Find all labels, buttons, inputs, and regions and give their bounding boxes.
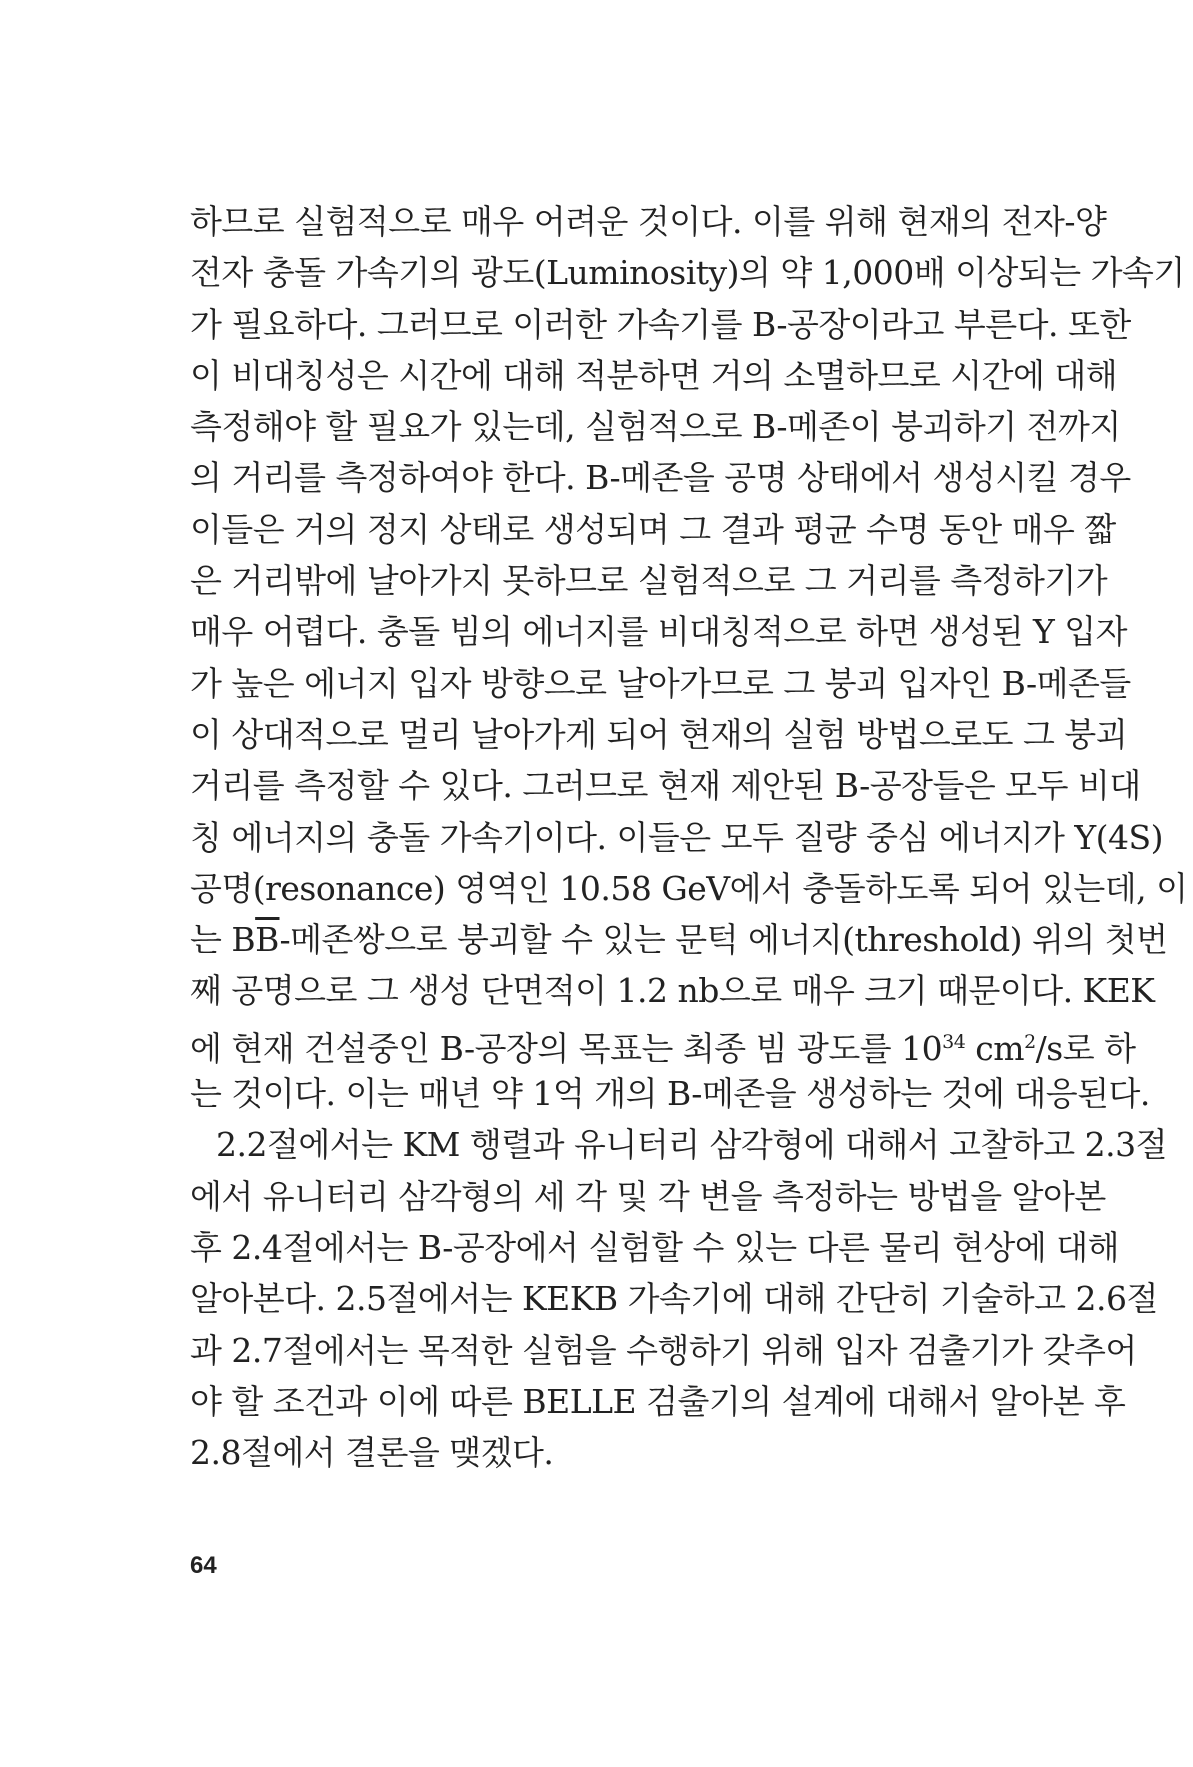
text-fragment: -메존쌍으로 붕괴할 수 있는 문턱 에너지(threshold) 위의 첫번 (279, 920, 1168, 960)
text-line: 이들은 거의 정지 상태로 생성되며 그 결과 평균 수명 동안 매우 짧 (190, 509, 1116, 549)
text-line: 야 할 조건과 이에 따른 BELLE 검출기의 설계에 대해서 알아본 후 (190, 1381, 1126, 1421)
text-line: 측정해야 할 필요가 있는데, 실험적으로 B-메존이 붕괴하기 전까지 (190, 407, 1121, 447)
text-fragment: /s로 하 (1035, 1028, 1136, 1068)
text-line: 은 거리밖에 날아가지 못하므로 실험적으로 그 거리를 측정하기가 (190, 561, 1108, 601)
b-bar-symbol: $\overline{B}$ (255, 920, 280, 960)
text-line: 째 공명으로 그 생성 단면적이 1.2 nb으로 매우 크기 때문이다. KEK (190, 971, 1155, 1011)
text-fragment: 에 현재 건설중인 B-공장의 목표는 최종 빔 광도를 10 (190, 1028, 943, 1068)
text-line: 하므로 실험적으로 매우 어려운 것이다. 이를 위해 현재의 전자-양 (190, 202, 1107, 241)
exponent: 2 (1024, 1030, 1036, 1053)
text-line-superscript (190, 1017, 1136, 1068)
text-line: 칭 에너지의 충돌 가속기이다. 이들은 모두 질량 중심 에너지가 Υ(4S) (190, 817, 1163, 857)
text-line: 이 상대적으로 멀리 날아가게 되어 현재의 실험 방법으로도 그 붕괴 (190, 714, 1128, 754)
text-line: 전자 충돌 가속기의 광도(Luminosity)의 약 1,000배 이상되는 가속기 (190, 253, 1185, 293)
text-line: 는 것이다. 이는 매년 약 1억 개의 B-메존을 생성하는 것에 대응된다. (190, 1074, 1150, 1114)
text-line: 의 거리를 측정하여야 한다. B-메존을 공명 상태에서 생성시킬 경우 (190, 458, 1131, 498)
text-line-bbbar (190, 914, 1168, 965)
text-line: 거리를 측정할 수 있다. 그러므로 현재 제안된 B-공장들은 모두 비대 (190, 766, 1141, 806)
text-line: 후 2.4절에서는 B-공장에서 실험할 수 있는 다른 물리 현상에 대해 (190, 1227, 1119, 1267)
text-line: 과 2.7절에서는 목적한 실험을 수행하기 위해 입자 검출기가 갖추어 (190, 1330, 1137, 1370)
text-line: 공명(resonance) 영역인 10.58 GeV에서 충돌하도록 되어 있는데, 이 (190, 868, 1188, 908)
text-line: 에서 유니터리 삼각형의 세 각 및 각 변을 측정하는 방법을 알아본 (190, 1176, 1106, 1216)
text-fragment: 는 B (190, 920, 256, 960)
text-line: 2.2절에서는 KM 행렬과 유니터리 삼각형에 대해서 고찰하고 2.3절 (216, 1125, 1168, 1165)
body-text (190, 196, 1188, 1478)
text-line: 이 비대칭성은 시간에 대해 적분하면 거의 소멸하므로 시간에 대해 (190, 355, 1118, 395)
text-line: 매우 어렵다. 충돌 빔의 에너지를 비대칭적으로 하면 생성된 Υ 입자 (190, 612, 1128, 652)
text-fragment: cm (965, 1028, 1025, 1068)
text-line: 2.8절에서 결론을 맺겠다. (190, 1433, 554, 1473)
page-number: 64 (190, 1552, 217, 1579)
exponent: 34 (942, 1030, 966, 1053)
text-line: 가 높은 에너지 입자 방향으로 날아가므로 그 붕괴 입자인 B-메존들 (190, 663, 1131, 703)
text-line: 가 필요하다. 그러므로 이러한 가속기를 B-공장이라고 부른다. 또한 (190, 304, 1131, 344)
text-line: 알아본다. 2.5절에서는 KEKB 가속기에 대해 간단히 기술하고 2.6절 (190, 1279, 1158, 1319)
